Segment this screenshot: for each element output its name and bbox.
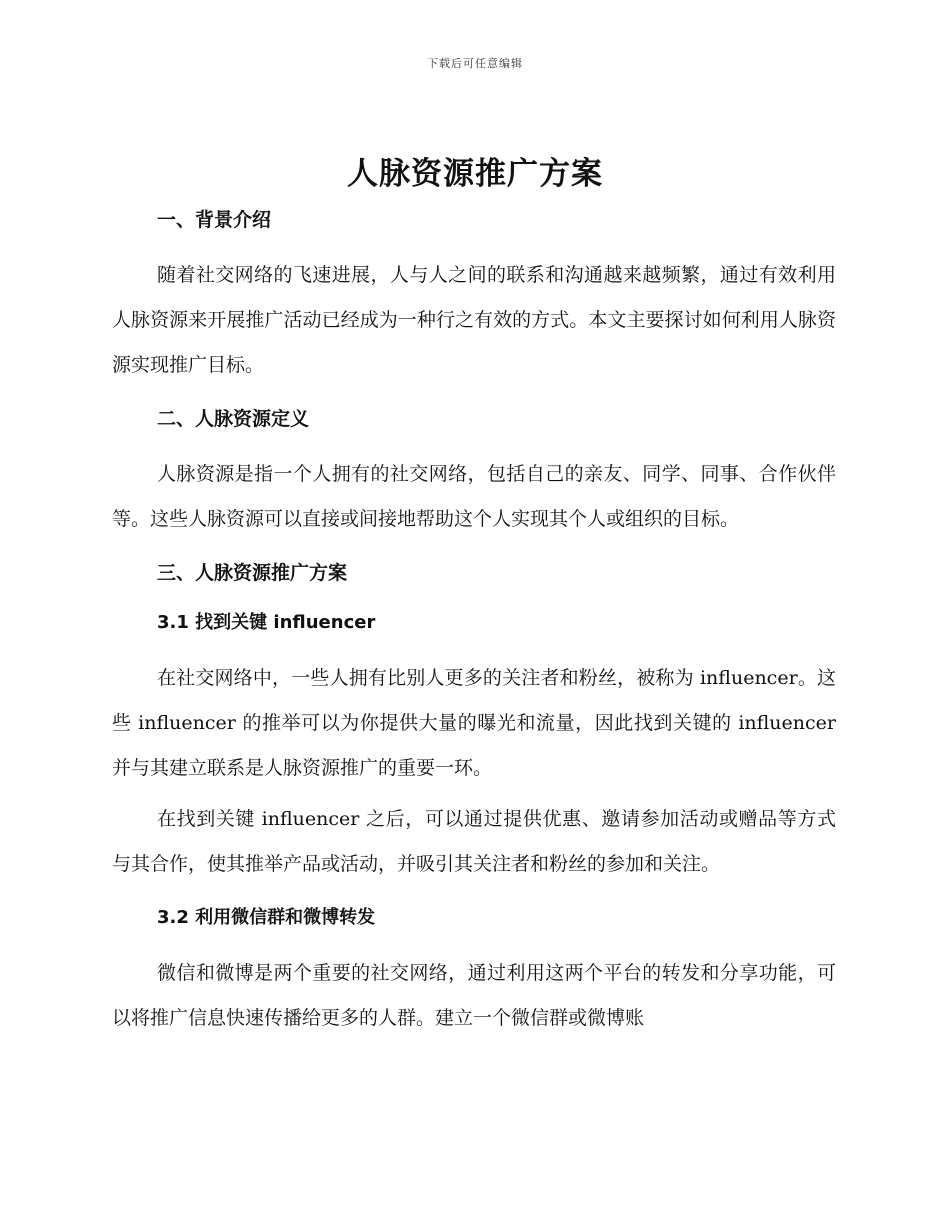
paragraph-background: 随着社交网络的飞速进展，人与人之间的联系和沟通越来越频繁，通过有效利用人脉资源来开展推广活动已经成为一种行之有效的方式。本文主要探讨如何利用人脉资源实现推广目标。 [112,264,836,376]
section-heading-plan: 三、人脉资源推广方案 [157,562,348,584]
document-title: 人脉资源推广方案 [347,156,603,192]
subsection-heading-wechat-weibo: 3.2 利用微信群和微博转发 [157,907,376,928]
document-body [112,203,836,1041]
paragraph-wechat-weibo: 微信和微博是两个重要的社交网络，通过利用这两个平台的转发和分享功能，可以将推广信息快速传播给更多的人群。建立一个微信群或微博账 [112,962,836,1029]
section-heading-background: 一、背景介绍 [157,209,272,231]
section-heading-definition: 二、人脉资源定义 [157,408,310,430]
paragraph-influencer-2: 在找到关键 influencer 之后，可以通过提供优惠、邀请参加活动或赠品等方式与其合作，使其推举产品或活动，并吸引其关注者和粉丝的参加和关注。 [112,808,836,875]
subsection-heading-influencer: 3.1 找到关键 influencer [157,612,376,633]
paragraph-influencer-1: 在社交网络中，一些人拥有比别人更多的关注者和粉丝，被称为 influencer。这些 influencer 的推举可以为你提供大量的曝光和流量，因此找到关键的 influencer 并与其建立联系是人脉资源推广的重要一环。 [112,667,836,779]
paragraph-definition: 人脉资源是指一个人拥有的社交网络，包括自己的亲友、同学、同事、合作伙伴等。这些人脉资源可以直接或间接地帮助这个人实现其个人或组织的目标。 [112,463,836,530]
page-header: 下载后可任意编辑 [427,57,523,70]
